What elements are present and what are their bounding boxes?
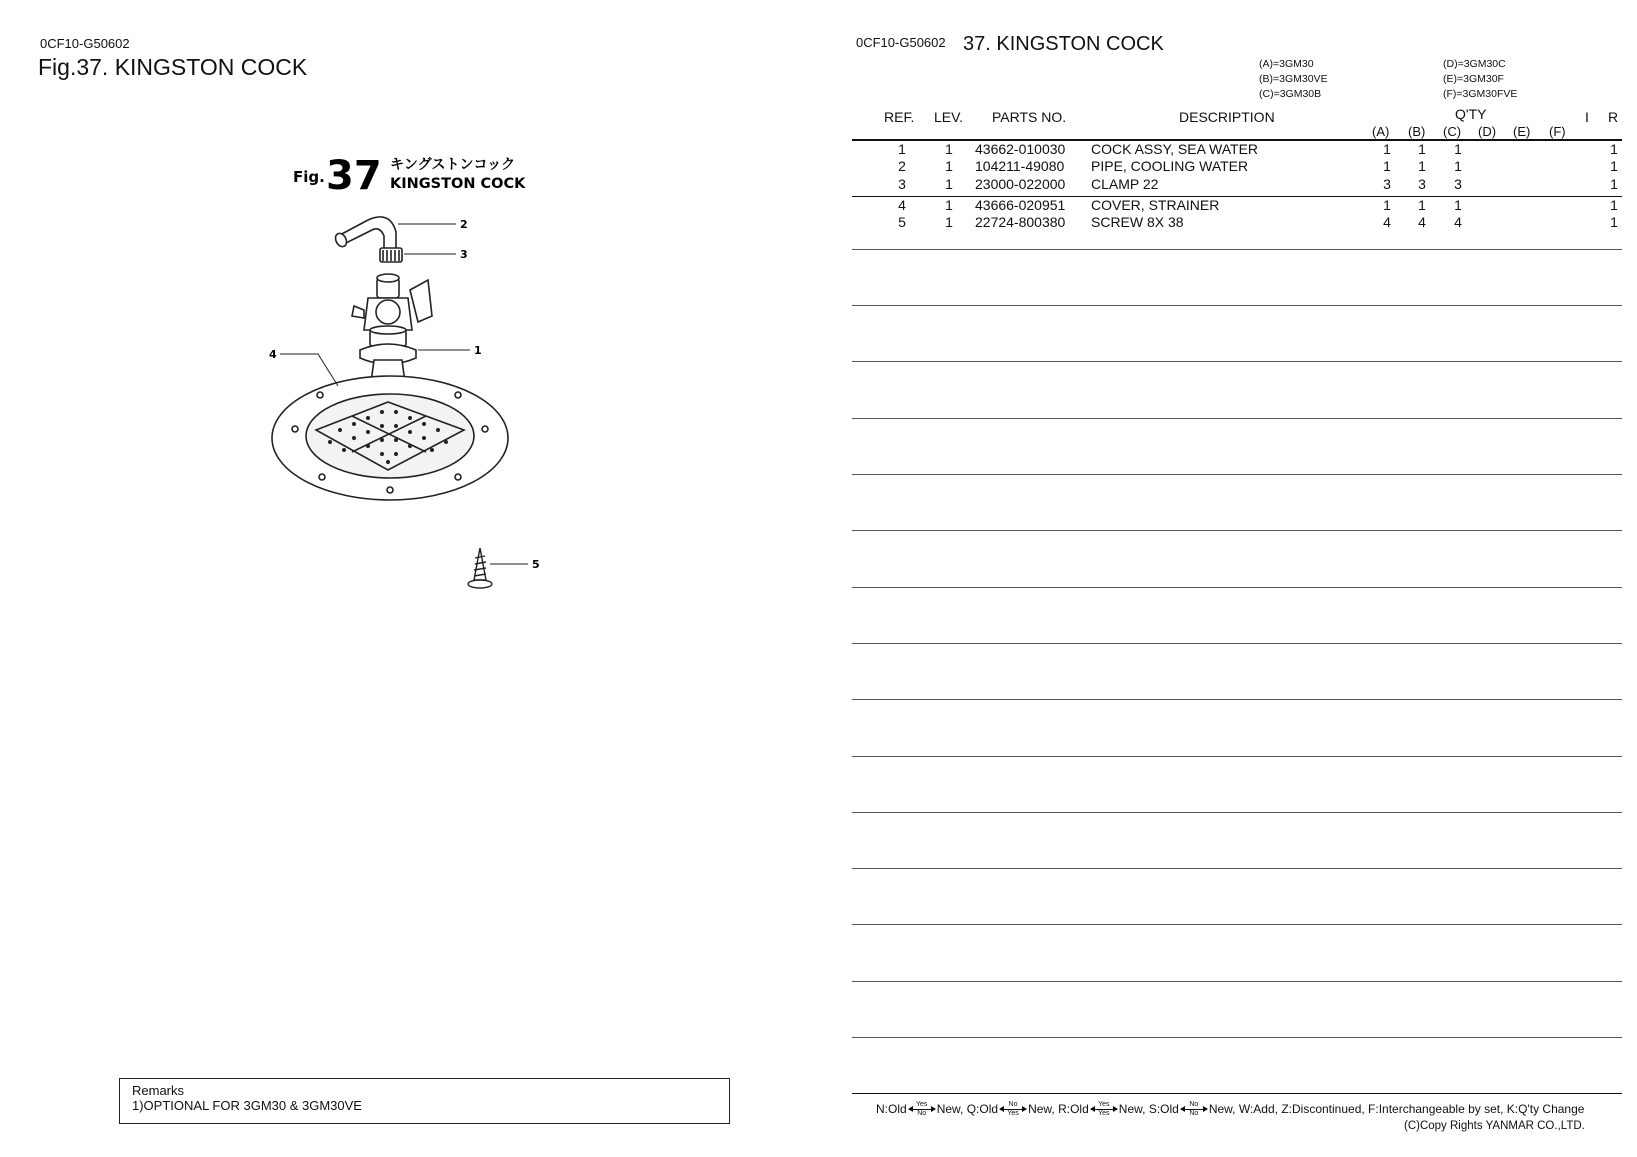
cell-r: 1 bbox=[1610, 176, 1618, 192]
double-arrow-icon: No No bbox=[1181, 1101, 1207, 1118]
cell-r: 1 bbox=[1610, 214, 1618, 230]
part-3-clamp bbox=[380, 248, 402, 262]
cell-parts-no: 23000-022000 bbox=[975, 176, 1066, 192]
cell-qty-a: 1 bbox=[1383, 141, 1391, 157]
callout-1: 1 bbox=[474, 344, 482, 357]
header-qty-f: (F) bbox=[1549, 124, 1566, 139]
parts-list-title: 37. KINGSTON COCK bbox=[963, 33, 1164, 55]
rule-line bbox=[852, 812, 1622, 813]
model-c: (C)=3GM30B bbox=[1259, 88, 1322, 100]
cell-qty-a: 1 bbox=[1383, 197, 1391, 213]
rule-line bbox=[852, 868, 1622, 869]
double-arrow-icon: Yes No bbox=[909, 1101, 935, 1118]
cell-lev: 1 bbox=[945, 141, 953, 157]
cell-ref: 2 bbox=[898, 158, 906, 174]
legend-q-code: Q:Old bbox=[966, 1101, 999, 1116]
cell-parts-no: 22724-800380 bbox=[975, 214, 1066, 230]
header-r: R bbox=[1608, 109, 1619, 125]
cell-qty-b: 3 bbox=[1418, 176, 1426, 192]
cell-lev: 1 bbox=[945, 176, 953, 192]
rule-line bbox=[852, 981, 1622, 982]
cell-qty-b: 1 bbox=[1418, 197, 1426, 213]
remarks-box bbox=[119, 1078, 730, 1124]
cell-qty-c: 1 bbox=[1454, 141, 1462, 157]
cell-qty-a: 4 bbox=[1383, 214, 1391, 230]
cell-qty-b: 1 bbox=[1418, 158, 1426, 174]
cell-qty-c: 4 bbox=[1454, 214, 1462, 230]
right-doc-code: 0CF10-G50602 bbox=[856, 35, 946, 50]
cell-parts-no: 43662-010030 bbox=[975, 141, 1066, 157]
cell-description: PIPE, COOLING WATER bbox=[1091, 158, 1249, 174]
part-2-cooling-pipe bbox=[333, 217, 396, 252]
rule-line bbox=[852, 361, 1622, 362]
callout-3: 3 bbox=[460, 248, 468, 261]
diagram-fig-number: 37 bbox=[326, 153, 382, 199]
copyright: (C)Copy Rights YANMAR CO.,LTD. bbox=[1404, 1120, 1585, 1132]
rule-line bbox=[852, 249, 1622, 250]
double-arrow-icon: Yes Yes bbox=[1091, 1101, 1117, 1118]
header-description: DESCRIPTION bbox=[1179, 109, 1275, 125]
table-row bbox=[852, 176, 1622, 194]
model-e: (E)=3GM30F bbox=[1443, 73, 1504, 85]
table-row bbox=[852, 158, 1622, 176]
cell-qty-c: 1 bbox=[1454, 158, 1462, 174]
legend-r-code: R:Old bbox=[1058, 1101, 1089, 1116]
cell-lev: 1 bbox=[945, 158, 953, 174]
diagram-english-title: KINGSTON COCK bbox=[390, 176, 526, 192]
cell-description: SCREW 8X 38 bbox=[1091, 214, 1184, 230]
cell-description: CLAMP 22 bbox=[1091, 176, 1159, 192]
model-d: (D)=3GM30C bbox=[1443, 58, 1506, 70]
rule-line bbox=[852, 530, 1622, 531]
cell-qty-a: 1 bbox=[1383, 158, 1391, 174]
cell-r: 1 bbox=[1610, 141, 1618, 157]
header-i: I bbox=[1585, 109, 1589, 125]
model-b: (B)=3GM30VE bbox=[1259, 73, 1328, 85]
change-code-legend bbox=[876, 1100, 1584, 1117]
cell-ref: 4 bbox=[898, 197, 906, 213]
rule-line bbox=[852, 1037, 1622, 1038]
rule-line bbox=[852, 699, 1622, 700]
left-doc-code: 0CF10-G50602 bbox=[40, 36, 130, 51]
cell-qty-b: 1 bbox=[1418, 141, 1426, 157]
rule-line bbox=[852, 474, 1622, 475]
legend-n-after: New, bbox=[936, 1101, 964, 1116]
header-qty-a: (A) bbox=[1372, 124, 1390, 139]
model-a: (A)=3GM30 bbox=[1259, 58, 1314, 70]
header-qty-b: (B) bbox=[1408, 124, 1426, 139]
rule-line bbox=[852, 643, 1622, 644]
diagram-japanese-title: キングストンコック bbox=[390, 157, 516, 173]
cell-r: 1 bbox=[1610, 197, 1618, 213]
table-row bbox=[852, 214, 1622, 232]
cell-description: COCK ASSY, SEA WATER bbox=[1091, 141, 1259, 157]
table-row bbox=[852, 197, 1622, 215]
header-qty-c: (C) bbox=[1443, 124, 1462, 139]
rule-line bbox=[852, 756, 1622, 757]
rule-line bbox=[852, 587, 1622, 588]
legend-r-after: New, bbox=[1118, 1101, 1146, 1116]
diagram-fig-prefix: Fig. bbox=[293, 168, 325, 186]
header-qty: Q'TY bbox=[1455, 106, 1487, 122]
rule-line bbox=[852, 1093, 1622, 1094]
header-qty-e: (E) bbox=[1513, 124, 1531, 139]
legend-q-after: New, bbox=[1028, 1101, 1055, 1116]
header-ref: REF. bbox=[884, 109, 915, 125]
cell-r: 1 bbox=[1610, 158, 1618, 174]
cell-ref: 3 bbox=[898, 176, 906, 192]
callout-5: 5 bbox=[532, 558, 540, 571]
cell-ref: 5 bbox=[898, 214, 906, 230]
rule-line bbox=[852, 418, 1622, 419]
remarks-heading: Remarks bbox=[132, 1083, 185, 1098]
double-arrow-icon: No Yes bbox=[1000, 1101, 1026, 1118]
rule-line bbox=[852, 924, 1622, 925]
figure-title: Fig.37. KINGSTON COCK bbox=[38, 54, 308, 80]
callout-4: 4 bbox=[269, 348, 277, 361]
callout-2: 2 bbox=[460, 218, 468, 231]
table-row bbox=[852, 141, 1622, 159]
cell-qty-c: 3 bbox=[1454, 176, 1462, 192]
cell-parts-no: 43666-020951 bbox=[975, 197, 1066, 213]
legend-n-code: N:Old bbox=[876, 1101, 907, 1116]
header-qty-d: (D) bbox=[1478, 124, 1497, 139]
cell-parts-no: 104211-49080 bbox=[975, 158, 1065, 174]
part-4-strainer-cover bbox=[272, 376, 508, 500]
model-f: (F)=3GM30FVE bbox=[1443, 88, 1518, 100]
header-lev: LEV. bbox=[934, 109, 964, 125]
cell-lev: 1 bbox=[945, 214, 953, 230]
rule-line bbox=[852, 305, 1622, 306]
header-parts-no: PARTS NO. bbox=[992, 109, 1067, 125]
kingston-cock-diagram bbox=[260, 140, 580, 600]
cell-qty-c: 1 bbox=[1454, 197, 1462, 213]
part-5-screw bbox=[468, 548, 492, 588]
remarks-line-1: 1)OPTIONAL FOR 3GM30 & 3GM30VE bbox=[132, 1098, 362, 1113]
cell-description: COVER, STRAINER bbox=[1091, 197, 1220, 213]
cell-qty-a: 3 bbox=[1383, 176, 1391, 192]
legend-s-code: S:Old bbox=[1148, 1101, 1179, 1116]
cell-ref: 1 bbox=[898, 141, 906, 157]
cell-qty-b: 4 bbox=[1418, 214, 1426, 230]
cell-lev: 1 bbox=[945, 197, 953, 213]
legend-tail: W:Add, Z:Discontinued, F:Interchangeable by set, K:Q'ty Change bbox=[1238, 1101, 1585, 1116]
legend-s-after: New, bbox=[1208, 1101, 1236, 1116]
